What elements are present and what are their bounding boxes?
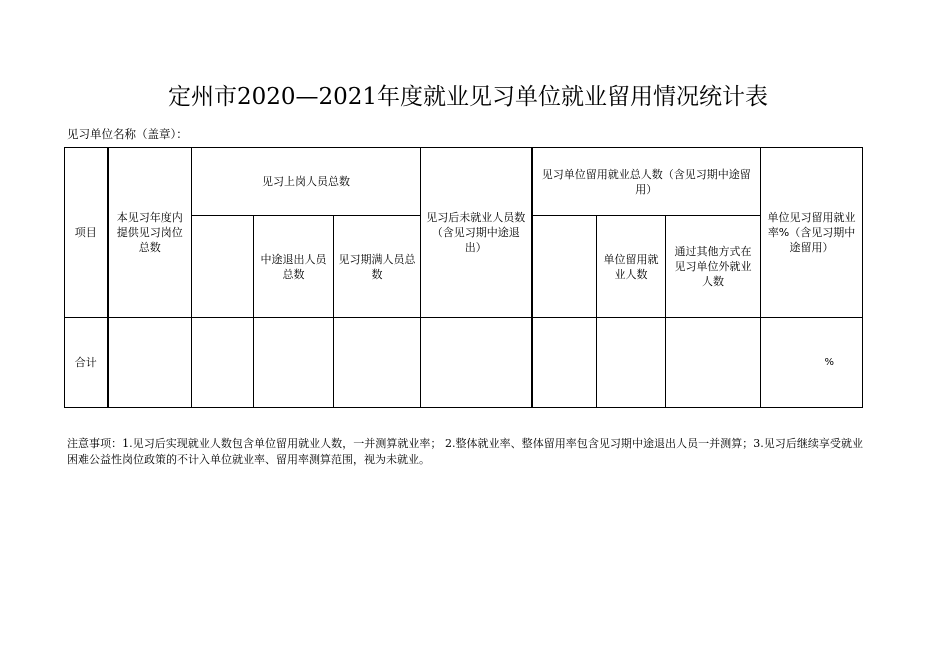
total-other-employment-cell[interactable] <box>666 318 761 408</box>
header-other-employment: 通过其他方式在见习单位外就业人数 <box>666 216 761 318</box>
total-retained-unit-cell[interactable] <box>597 318 666 408</box>
header-retained-blank <box>532 216 597 318</box>
total-row-label: 合计 <box>65 318 108 408</box>
header-onboard-blank <box>192 216 254 318</box>
header-unemployed-after: 见习后未就业人员数（含见习期中途退出） <box>421 148 532 318</box>
header-retained-total: 见习单位留用就业总人数（含见习期中途留用） <box>532 148 761 216</box>
notes-text: 注意事项：1.见习后实现就业人数包含单位留用就业人数，一并测算就业率； 2.整体就业率、整体留用率包含见习期中途退出人员一并测算；3.见习后继续享受就业困难公益性岗位政策的不计入单位就业率、留用率测算范围，视为未就业。 <box>67 437 863 466</box>
header-positions-total: 本见习年度内提供见习岗位总数 <box>108 148 192 318</box>
total-unemployed-cell[interactable] <box>421 318 532 408</box>
statistics-table <box>64 147 863 408</box>
total-dropout-cell[interactable] <box>254 318 334 408</box>
total-onboard-cell[interactable] <box>192 318 254 408</box>
unit-name-label: 见习单位名称（盖章）： <box>67 127 188 141</box>
total-retained-cell[interactable] <box>532 318 597 408</box>
header-onboard-total: 见习上岗人员总数 <box>192 148 421 216</box>
header-completed-total: 见习期满人员总数 <box>334 216 421 318</box>
page-title: 定州市2020—2021年度就业见习单位就业留用情况统计表 <box>167 84 769 110</box>
total-retention-rate-cell[interactable]: % <box>761 318 863 408</box>
header-dropout-total: 中途退出人员总数 <box>254 216 334 318</box>
total-positions-cell[interactable] <box>108 318 192 408</box>
header-retention-rate: 单位见习留用就业率%（含见习期中途留用） <box>761 148 863 318</box>
header-item: 项目 <box>65 148 108 318</box>
total-completed-cell[interactable] <box>334 318 421 408</box>
header-retained-by-unit: 单位留用就业人数 <box>597 216 666 318</box>
table-row <box>65 318 863 408</box>
